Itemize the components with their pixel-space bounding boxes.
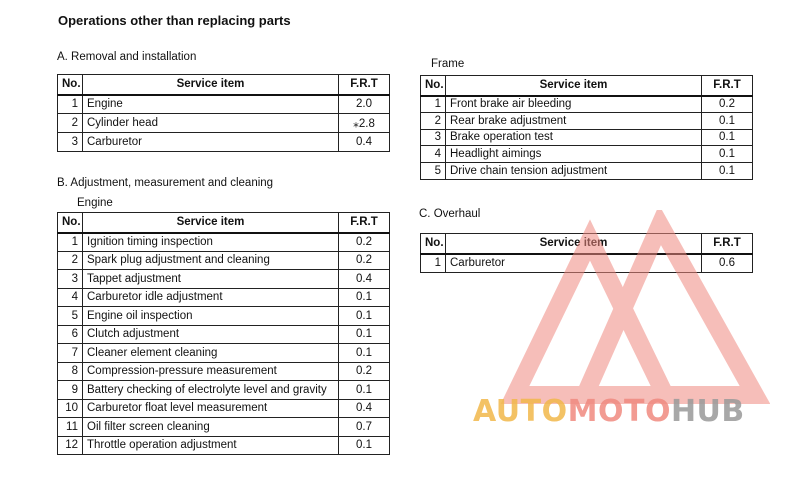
section-b-title: B. Adjustment, measurement and cleaning [57, 177, 274, 189]
row-number: 1 [421, 96, 446, 113]
service-item: Oil filter screen cleaning [83, 418, 339, 437]
frt-value: 0.1 [702, 129, 753, 146]
adjustment-engine-table [57, 212, 390, 455]
frt-value: 0.1 [339, 436, 390, 455]
row-number: 2 [58, 114, 83, 133]
table-header-row [421, 76, 753, 96]
service-item: Battery checking of electrolyte level and gravity [83, 381, 339, 400]
row-number: 5 [421, 163, 446, 180]
section-b-subtitle: Engine [77, 197, 113, 209]
service-item: Front brake air bleeding [446, 96, 702, 113]
row-number: 2 [58, 251, 83, 270]
frt-value: 0.2 [339, 251, 390, 270]
table-row [421, 96, 753, 113]
frt-value: 0.1 [702, 146, 753, 163]
table-row [421, 112, 753, 129]
column-header-no: No. [58, 213, 83, 233]
table-row [58, 325, 390, 344]
row-number: 10 [58, 399, 83, 418]
table-row [421, 163, 753, 180]
frt-value: 0.1 [339, 307, 390, 326]
column-header-no: No. [421, 76, 446, 96]
row-number: 3 [421, 129, 446, 146]
section-a-title: A. Removal and installation [57, 51, 197, 63]
table-row [58, 381, 390, 400]
column-header-service-item: Service item [83, 75, 339, 95]
service-item: Tappet adjustment [83, 270, 339, 289]
service-item: Carburetor float level measurement [83, 399, 339, 418]
table-row [58, 344, 390, 363]
frt-value: 0.6 [702, 254, 753, 273]
frt-value: 0.1 [339, 288, 390, 307]
row-number: 8 [58, 362, 83, 381]
row-number: 1 [421, 254, 446, 273]
frt-value: 0.1 [702, 112, 753, 129]
row-number: 5 [58, 307, 83, 326]
frt-value: 0.4 [339, 270, 390, 289]
column-header-service-item: Service item [446, 234, 702, 254]
page-title: Operations other than replacing parts [58, 13, 291, 28]
column-header-no: No. [421, 234, 446, 254]
row-number: 7 [58, 344, 83, 363]
row-number: 1 [58, 233, 83, 252]
row-number: 2 [421, 112, 446, 129]
column-header-frt: F.R.T [339, 75, 390, 95]
automotohub-logo-icon [500, 210, 770, 410]
service-item: Rear brake adjustment [446, 112, 702, 129]
row-number: 3 [58, 133, 83, 152]
frt-value: 0.2 [339, 233, 390, 252]
column-header-service-item: Service item [83, 213, 339, 233]
column-header-frt: F.R.T [339, 213, 390, 233]
table-header-row [58, 213, 390, 233]
service-item: Clutch adjustment [83, 325, 339, 344]
service-item: Ignition timing inspection [83, 233, 339, 252]
frt-value: 0.4 [339, 399, 390, 418]
service-item: Brake operation test [446, 129, 702, 146]
row-number: 9 [58, 381, 83, 400]
service-item: Drive chain tension adjustment [446, 163, 702, 180]
frt-value: 0.1 [339, 381, 390, 400]
table-header-row [58, 75, 390, 95]
table-row [58, 133, 390, 152]
column-header-no: No. [58, 75, 83, 95]
service-item: Compression-pressure measurement [83, 362, 339, 381]
column-header-service-item: Service item [446, 76, 702, 96]
table-row [58, 399, 390, 418]
frt-value: 2.0 [339, 95, 390, 114]
table-row [421, 129, 753, 146]
frt-value: 0.1 [339, 325, 390, 344]
service-item: Cleaner element cleaning [83, 344, 339, 363]
automotohub-watermark [473, 394, 745, 430]
table-row [58, 270, 390, 289]
service-item: Throttle operation adjustment [83, 436, 339, 455]
service-item: Engine oil inspection [83, 307, 339, 326]
service-item: Carburetor [83, 133, 339, 152]
frt-value: 0.7 [339, 418, 390, 437]
column-header-frt: F.R.T [702, 234, 753, 254]
frame-table [420, 75, 753, 180]
table-row [58, 95, 390, 114]
table-row [58, 362, 390, 381]
service-item: Carburetor [446, 254, 702, 273]
frt-value: ⁎2.8 [339, 114, 390, 133]
frt-value: 0.1 [702, 163, 753, 180]
table-row [58, 233, 390, 252]
row-number: 4 [58, 288, 83, 307]
service-item: Engine [83, 95, 339, 114]
row-number: 11 [58, 418, 83, 437]
table-row [58, 114, 390, 133]
row-number: 3 [58, 270, 83, 289]
frt-value: 0.2 [339, 362, 390, 381]
row-number: 12 [58, 436, 83, 455]
section-c-title: C. Overhaul [419, 208, 481, 220]
watermark-auto: AUTO [473, 394, 568, 429]
frame-title: Frame [431, 58, 465, 70]
watermark-hub: HUB [670, 394, 745, 429]
table-row [58, 307, 390, 326]
table-row [58, 288, 390, 307]
table-row [58, 436, 390, 455]
frt-value: 0.2 [702, 96, 753, 113]
row-number: 1 [58, 95, 83, 114]
service-item: Cylinder head [83, 114, 339, 133]
row-number: 6 [58, 325, 83, 344]
column-header-frt: F.R.T [702, 76, 753, 96]
service-item: Headlight aimings [446, 146, 702, 163]
table-row [421, 146, 753, 163]
table-row [58, 418, 390, 437]
frt-value: 0.4 [339, 133, 390, 152]
service-item: Spark plug adjustment and cleaning [83, 251, 339, 270]
frt-value: 0.1 [339, 344, 390, 363]
service-item: Carburetor idle adjustment [83, 288, 339, 307]
removal-installation-table [57, 74, 390, 152]
table-row [58, 251, 390, 270]
row-number: 4 [421, 146, 446, 163]
watermark-moto: MOTO [567, 394, 671, 429]
